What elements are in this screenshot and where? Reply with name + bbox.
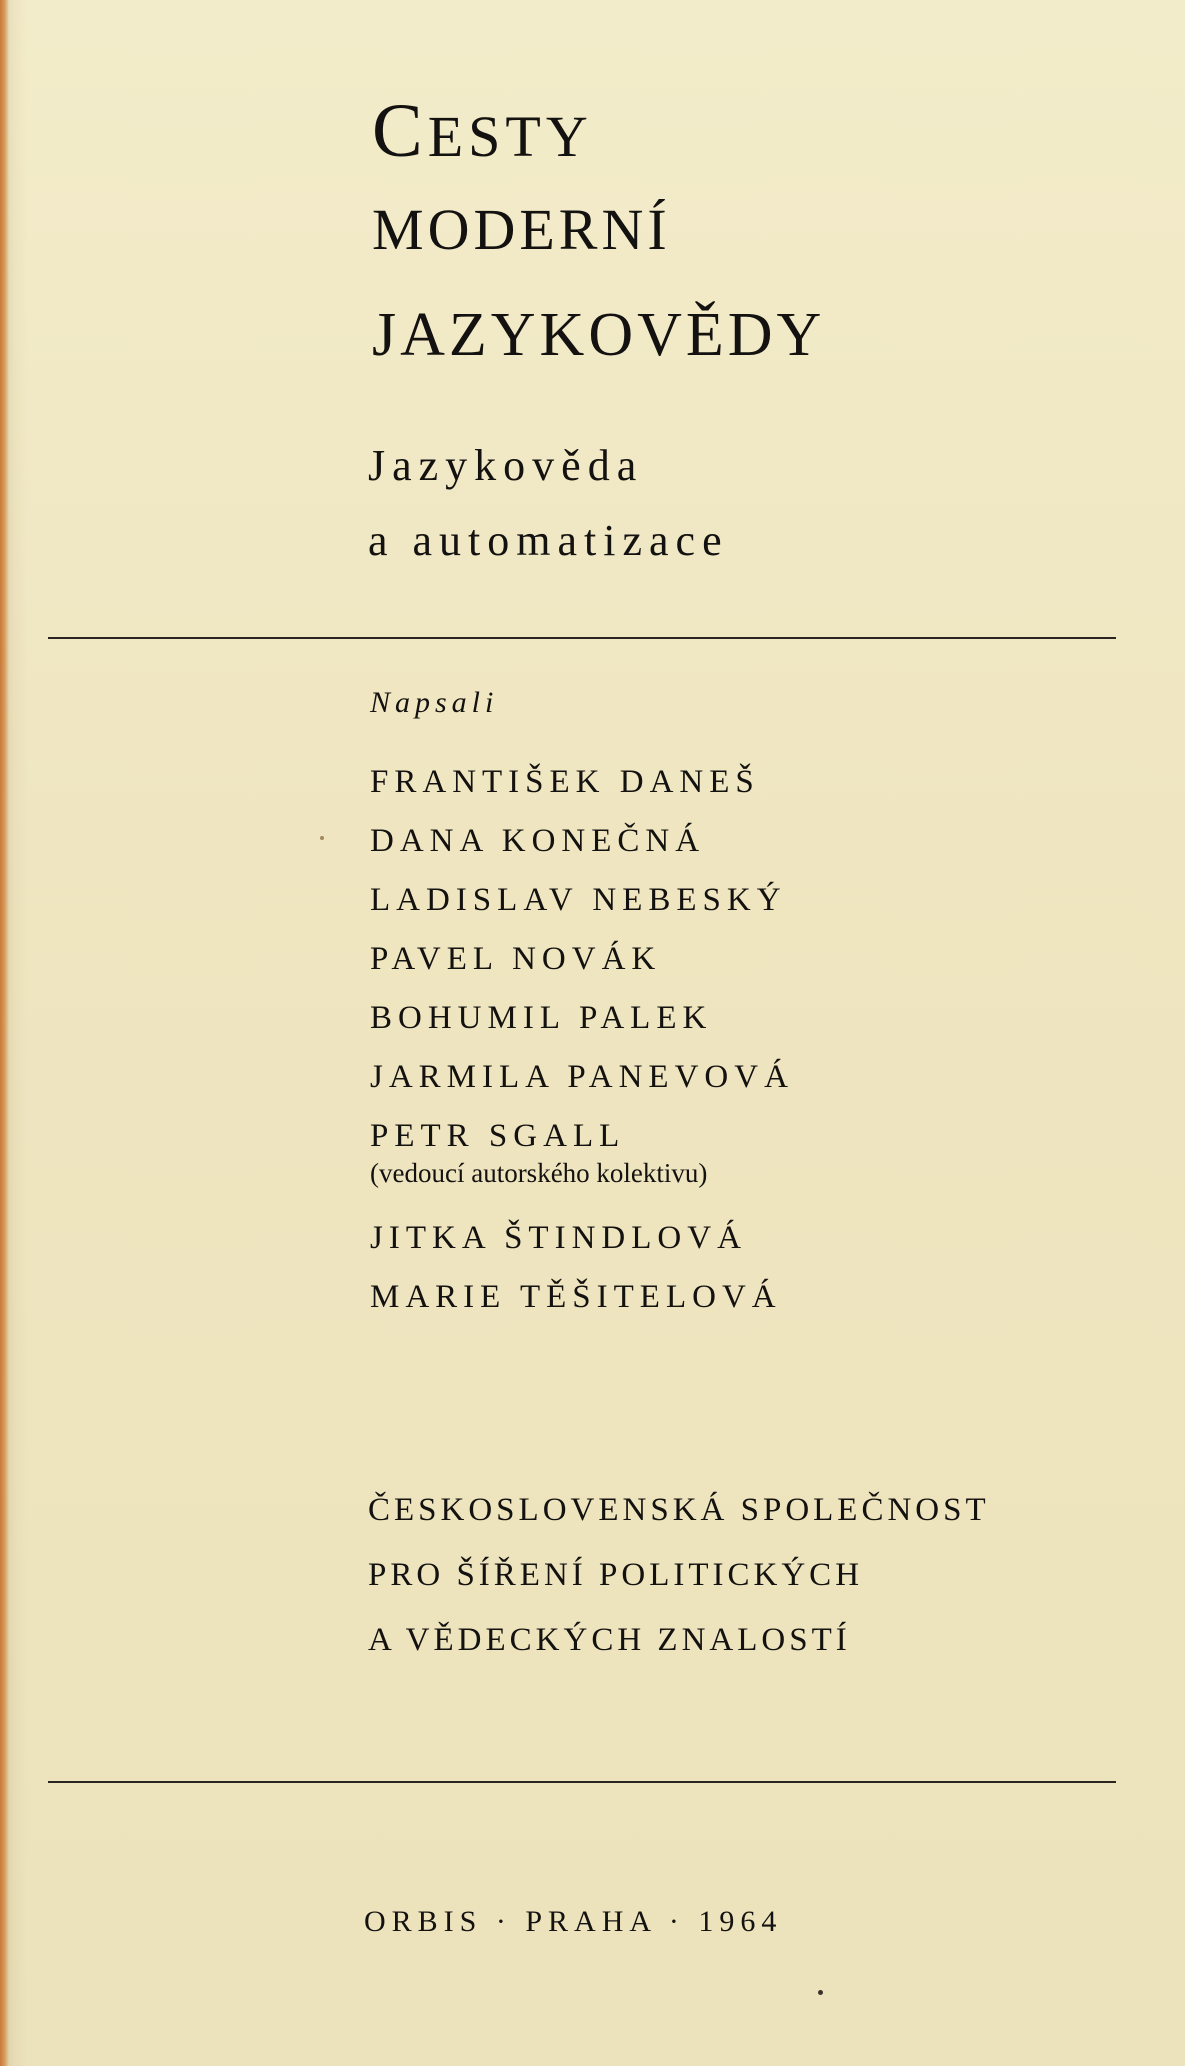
- author-name: FRANTIŠEK DANEŠ: [370, 764, 760, 800]
- author-name: MARIE TĚŠITELOVÁ: [370, 1279, 782, 1315]
- title-line-3: JAZYKOVĚDY: [372, 301, 826, 369]
- author-name: JARMILA PANEVOVÁ: [370, 1059, 794, 1095]
- author-item: [370, 880, 794, 939]
- subtitle-line-2: a automatizace: [368, 516, 729, 565]
- author-item: [370, 1218, 794, 1277]
- title-line-1-rest: ESTY: [427, 104, 593, 169]
- author-item: [370, 939, 794, 998]
- author-item: [370, 1116, 794, 1218]
- print-speck: [818, 1990, 823, 1995]
- author-item: [370, 1277, 794, 1336]
- authors-label: Napsali: [370, 686, 499, 719]
- page-spine-edge: [0, 0, 9, 2066]
- print-speck: [320, 836, 324, 840]
- author-item: [370, 1057, 794, 1116]
- divider-top: [48, 637, 1116, 639]
- subtitle-line-1: Jazykověda: [368, 441, 644, 490]
- publisher-line: PRO ŠÍŘENÍ POLITICKÝCH: [368, 1557, 864, 1593]
- author-name: JITKA ŠTINDLOVÁ: [370, 1220, 747, 1256]
- author-item: [370, 998, 794, 1057]
- publisher-line: ČESKOSLOVENSKÁ SPOLEČNOST: [368, 1492, 990, 1528]
- author-name: BOHUMIL PALEK: [370, 1000, 713, 1036]
- author-name: PAVEL NOVÁK: [370, 941, 662, 977]
- divider-bottom: [48, 1781, 1116, 1783]
- author-name: PETR SGALL: [370, 1118, 626, 1154]
- title-initial: C: [372, 89, 428, 173]
- publisher-line: A VĚDECKÝCH ZNALOSTÍ: [368, 1622, 851, 1658]
- author-name: LADISLAV NEBESKÝ: [370, 882, 787, 918]
- title-line-1: [372, 88, 593, 175]
- publisher-block: [368, 1490, 990, 1685]
- author-name: DANA KONEČNÁ: [370, 823, 706, 859]
- author-item: [370, 821, 794, 880]
- author-note: (vedoucí autorského kolektivu): [370, 1158, 708, 1188]
- author-item: [370, 762, 794, 821]
- authors-list: [370, 762, 794, 1336]
- title-line-2: MODERNÍ: [372, 197, 671, 262]
- imprint: ORBIS · PRAHA · 1964: [364, 1905, 783, 1938]
